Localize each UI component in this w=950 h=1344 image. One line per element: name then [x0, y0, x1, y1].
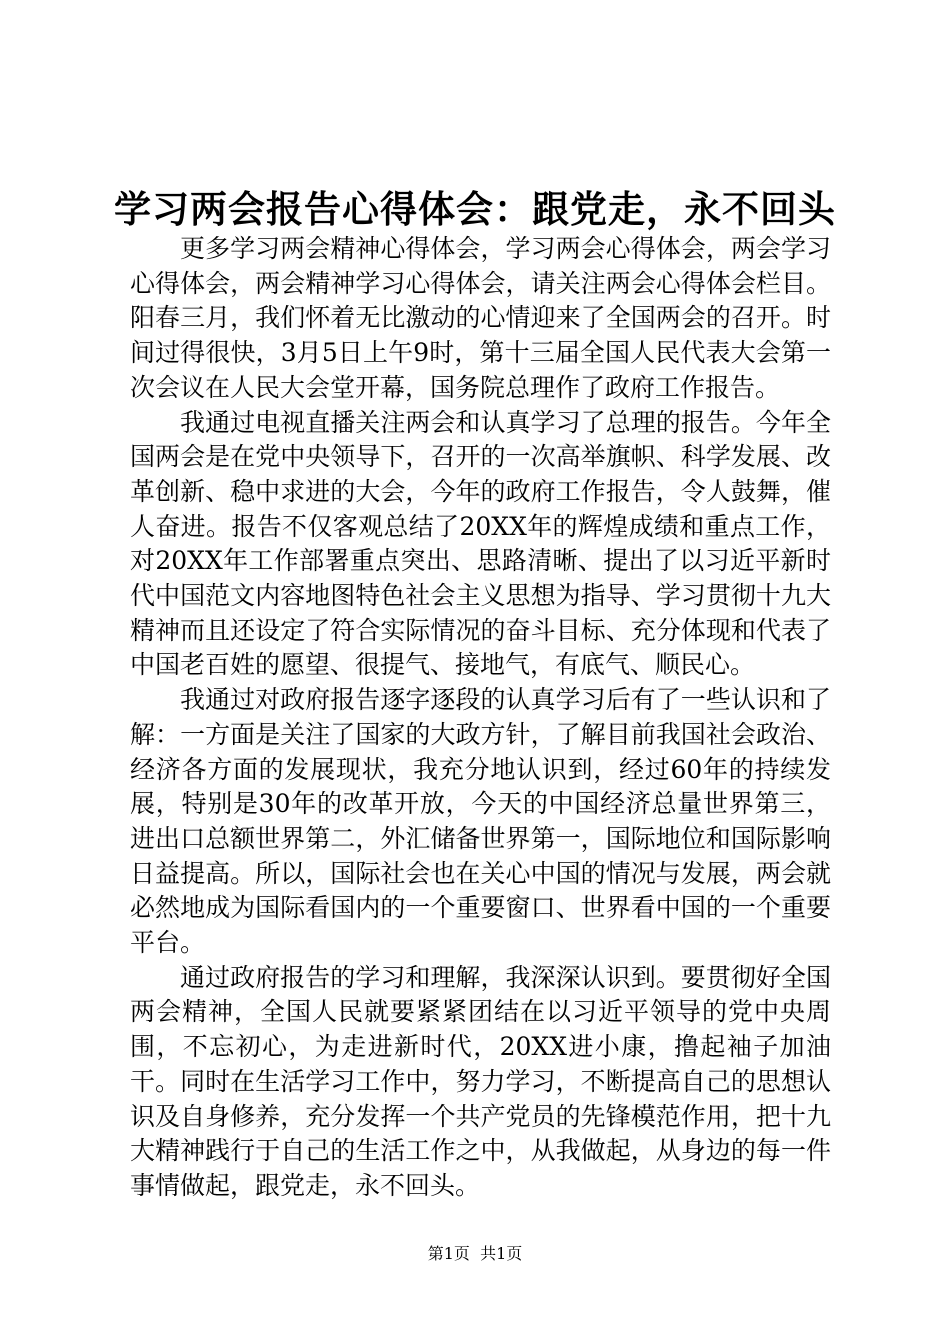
document-title: 学习两会报告心得体会：跟党走，永不回头: [114, 187, 836, 231]
paragraph-3: 我通过对政府报告逐字逐段的认真学习后有了一些认识和了解：一方面是关注了国家的大政方针，了解目前我国社会政治、经济各方面的发展现状，我充分地认识到，经过60年的持续发展，特别是30年的改革开放，今天的中国经济总量世界第三，进出口总额世界第二，外汇储备世界第一，国际地位和国际影响日益提高。所以，国际社会也在关心中国的情况与发展，两会就必然地成为国际看国内的一个重要窗口、世界看中国的一个重要平台。: [130, 685, 831, 958]
paragraph-1: 更多学习两会精神心得体会，学习两会心得体会，两会学习心得体会，两会精神学习心得体会，请关注两会心得体会栏目。阳春三月，我们怀着无比激动的心情迎来了全国两会的召开。时间过得很快，3月5日上午9时，第十三届全国人民代表大会第一次会议在人民大会堂开幕，国务院总理作了政府工作报告。: [130, 234, 831, 402]
page-number-label: 第1页 共1页: [427, 1244, 523, 1263]
document-body: [130, 232, 831, 1204]
paragraph-4: 通过政府报告的学习和理解，我深深认识到。要贯彻好全国两会精神，全国人民就要紧紧团结在以习近平领导的党中央周围，不忘初心，为走进新时代，20XX进小康，撸起袖子加油干。同时在生活学习工作中，努力学习，不断提高自己的思想认识及自身修养，充分发挥一个共产党员的先锋模范作用，把十九大精神践行于自己的生活工作之中，从我做起，从身边的每一件事情做起，跟党走，永不回头。: [130, 962, 831, 1200]
paragraph-2: 我通过电视直播关注两会和认真学习了总理的报告。今年全国两会是在党中央领导下，召开的一次高举旗帜、科学发展、改革创新、稳中求进的大会，今年的政府工作报告，令人鼓舞，催人奋进。报告不仅客观总结了20XX年的辉煌成绩和重点工作，对20XX年工作部署重点突出、思路清晰、提出了以习近平新时代中国范文内容地图特色社会主义思想为指导、学习贯彻十九大精神而且还设定了符合实际情况的奋斗目标、充分体现和代表了中国老百姓的愿望、很提气、接地气，有底气、顺民心。: [130, 407, 831, 680]
page-footer: [0, 1244, 950, 1264]
